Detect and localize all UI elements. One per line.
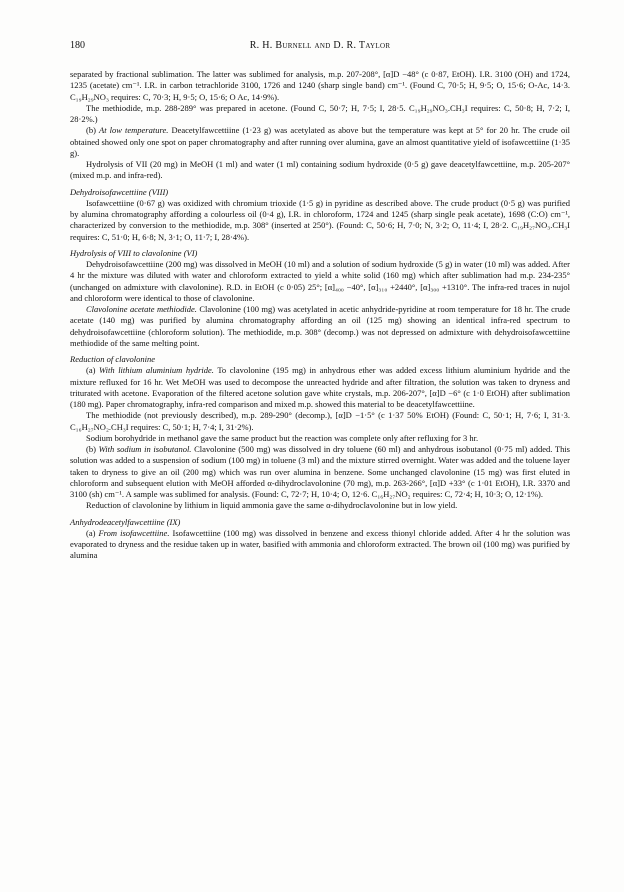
paragraph [70,198,570,243]
italic-run: Anhydrodeacetylfawcettiine (IX) [70,516,181,527]
paragraph [70,528,570,562]
italic-run: From isofawcettiine. [98,527,170,538]
text-run: Isofawcettiine (100 mg) was dissolved in benzene and excess thionyl chloride added. After 4 hr the solution was evaporated to dryness and the residue taken up in water, basified with ammonia and chloroform extracted. The brown oil (100 mg) was purified by alumina [70,527,571,561]
text-run: Sodium borohydride in methanol gave the same product but the reaction was complete only after refluxing for 3 hr. [86,432,479,443]
text-run: Isofawcettiine (0·67 g) was oxidized with chromium trioxide (1·5 g) in pyridine as described above. The crude product (0·5 g) was purified by alumina chromatography affording a colourless oil (0·4 g), I.R. in chloroform, 1724 and 1245 (sharp single peak acetate), 1698 (C:O) cm⁻¹, characterized by conversion to the methiodide, m.p. 308° (inserted at 250°). (Found: C, 50·6; H, 7·0; N, 3·2; O, 11·4; I, 28·2. C₁₉H₂₇NO₃.CH₃I requires: C, 51·0; H, 6·8; N, 3·1; O, 11·7; I, 28·4%). [70,197,570,242]
paragraph [70,103,570,126]
text-run: separated by fractional sublimation. The latter was sublimed for analysis, m.p. 207-208°, [α]D −48° (c 0·87, EtOH). I.R. 3100 (OH) and 1724, 1235 (acetate) cm⁻¹. I.R. in carbon tetrachloride 3100, 1726 and 1240 (sharp single band) cm⁻¹. (Found C, 70·5; H, 9·5; O, 15·6; O-Ac, 14·3. C₁₉H₂₉NO₃ requires: C, 70·3; H, 9·5; O, 15·6; O Ac, 14·9%). [70,69,570,102]
text-run: The methiodide (not previously described), m.p. 289-290° (decomp.), [α]D −1·5° (c 1·37 50% EtOH) (Found: C, 50·1; H, 7·6; I, 31·3. C₁₆H₂₇NO₂.CH₃I requires: C, 50·1; H, 7·4; I, 31·2%). [70,410,570,432]
text-run: (a) [86,527,99,538]
paragraph [70,410,570,433]
text-run: Reduction of clavolonine by lithium in liquid ammonia gave the same α-dihydroclavolonine but in low yield. [86,500,458,511]
section-heading [70,354,570,365]
section-heading [70,248,570,259]
text-run: (b) [86,444,99,454]
text-run: Clavolonine (100 mg) was acetylated in acetic anhydride-pyridine at room temperature for 18 hr. The crude acetate (140 mg) was purified by alumina chromatography affording an oil (125 mg) showing an identical infra-red spectrum to dehydroisofawcettiine (chloroform solution). The methiodide, m.p. 308° (decomp.) was not depressed on admixture with dehydroisofawcettiine methiodide of the same melting point. [70,304,571,348]
section-heading [70,187,570,198]
paragraph [70,433,570,444]
italic-run: Reduction of clavolonine [70,354,155,364]
text-run: Clavolonine (500 mg) was dissolved in dry toluene (60 ml) and anhydrous isobutanol (0·75 ml) added. This solution was added to a suspension of sodium (100 mg) in toluene (3 ml) and the mixture stirred overnight. Water was added and the toluene layer taken to dryness to give an oil (200 mg) which was run over alumina in benzene. Some unchanged clavolonine (15 mg) was first eluted in chloroform and subsequent elution with MeOH afforded α-dihydroclavolonine (70 mg), m.p. 263-266°, [α]D +33° (c 1·01 EtOH), I.R. 3370 and 3100 (sh) cm⁻¹. A sample was sublimed for analysis. (Found: C, 72·7; H, 10·4; O, 12·6. C₁₆H₂₇NO₂ requires: C, 72·4; H, 10·3; O, 12·1%). [70,444,570,499]
running-title-authors: R. H. Burnell and D. R. Taylor [249,40,391,51]
text-run: The methiodide, m.p. 288-289° was prepared in acetone. (Found C, 50·7; H, 7·5; I, 28·5. C₁₉H₂₉NO₃.CH₃I requires: C, 50·8; H, 7·2; I, 28·2%.) [70,102,570,124]
page-number: 180 [70,40,85,51]
text-run: (a) [86,365,100,376]
running-header [70,40,570,54]
text-run: Hydrolysis of VII (20 mg) in MeOH (1 ml) and water (1 ml) containing sodium hydroxide (0·5 g) gave deacetylfawcettiine, m.p. 205-207° (mixed m.p. and infra-red). [70,159,570,181]
italic-run: At low temperature. [99,125,169,136]
paragraph [70,444,570,500]
text-run: To clavolonine (195 mg) in anhydrous ether was added excess lithium aluminium hydride and the mixture refluxed for 16 hr. Wet MeOH was used to decompose the unreacted hydride and after filtration, the solution was taken to dryness and triturated with acetone. Evaporation of the filtered acetone solution gave white crystals, m.p. 206-207°, [α]D −6° (c 1·0 EtOH) after sublimation (180 mg). Paper chromatography, infra-red comparison and mixed m.p. showed this material to be deacetylfawcettiine. [70,365,571,409]
text-run: Dehydroisofawcettiine (200 mg) was dissolved in MeOH (10 ml) and a solution of sodium hydroxide (5 g) in water (10 ml) was added. After 4 hr the mixture was diluted with water and chloroform extracted to yield a white solid (160 mg) which after sublimation had m.p. 234-235° (unchanged on admixture with clavolonine). R.D. in EtOH (c 0·05) 25°; [α]₄₀₀ −40°, [α]₃₁₀ +2440°, [α]₃₀₀ +1310°. The infra-red traces in nujol and chloroform were identical to those of clavolonine. [70,259,570,303]
italic-run: With sodium in isobutanol. [98,444,192,454]
italic-run: Dehydroisofawcettiine (VIII) [70,186,169,197]
section-heading [70,517,570,528]
paragraph [70,69,570,103]
text-run: Deacetylfawcettiine (1·23 g) was acetylated as above but the temperature was kept at 5° for 20 hr. The crude oil obtained showed only one spot on paper chromatography and after running over alumina, gave an almost quantitative yield of isofawcettiine (1·35 g). [70,125,570,158]
paragraph [70,304,570,349]
paragraph [70,159,570,182]
paragraph [70,500,570,511]
article-body [70,69,570,562]
italic-run: With lithium aluminium hydride. [99,365,214,376]
paragraph [70,365,570,410]
paragraph [70,259,570,304]
paragraph [70,125,570,159]
italic-run: Clavolonine acetate methiodide. [86,304,197,314]
text-run: (b) [86,125,99,136]
italic-run: Hydrolysis of VIII to clavolonine (VI) [70,247,198,258]
